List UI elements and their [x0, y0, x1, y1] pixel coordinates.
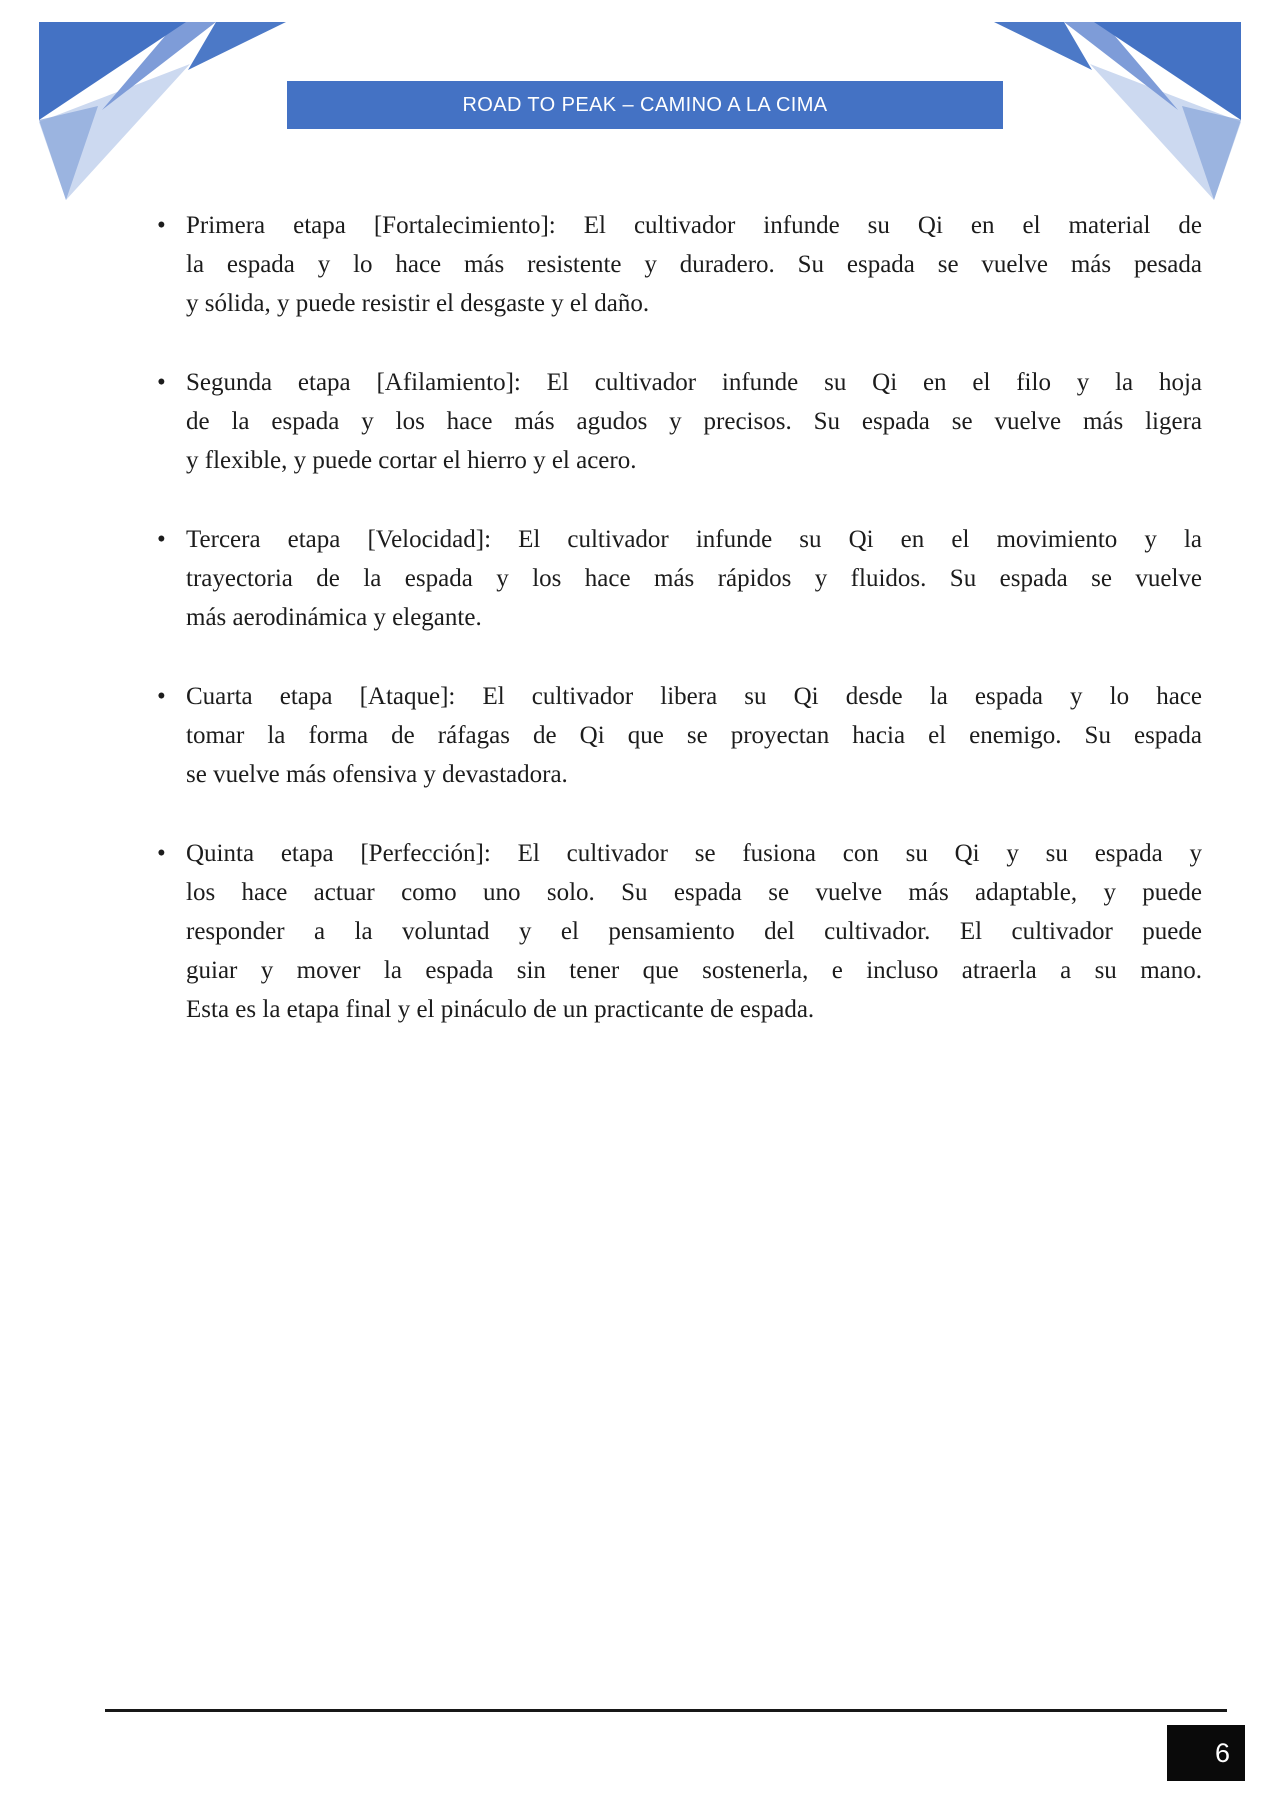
text-line: se vuelve más ofensiva y devastadora.	[186, 761, 568, 788]
footer-divider	[105, 1709, 1227, 1712]
corner-triangles-right-icon	[992, 14, 1242, 200]
corner-triangles-left-icon	[38, 14, 288, 200]
text-line: trayectoria de la espada y los hace más rápidos y fluidos. Su espada se vuelve	[186, 565, 1202, 592]
text-line: Esta es la etapa final y el pináculo de un practicante de espada.	[186, 996, 815, 1023]
header-banner	[287, 81, 1003, 129]
text-line: • Segunda etapa [Afilamiento]: El cultivador infunde su Qi en el filo y la hoja	[186, 369, 1202, 396]
text-line: y sólida, y puede resistir el desgaste y el daño.	[186, 290, 650, 317]
text-line: más aerodinámica y elegante.	[186, 604, 482, 631]
list-item-quinta-etapa	[186, 834, 1202, 1029]
page-number-box	[1167, 1725, 1245, 1781]
list-item-segunda-etapa	[186, 363, 1202, 480]
text-line: • Tercera etapa [Velocidad]: El cultivador infunde su Qi en el movimiento y la	[186, 526, 1202, 553]
text-line: guiar y mover la espada sin tener que sostenerla, e incluso atraerla a su mano.	[186, 957, 1202, 984]
text-line: tomar la forma de ráfagas de Qi que se proyectan hacia el enemigo. Su espada	[186, 722, 1202, 749]
text-line: la espada y lo hace más resistente y duradero. Su espada se vuelve más pesada	[186, 251, 1202, 278]
text-line: • Cuarta etapa [Ataque]: El cultivador libera su Qi desde la espada y lo hace	[186, 683, 1202, 710]
list-item-primera-etapa	[186, 206, 1202, 323]
text-line: responder a la voluntad y el pensamiento del cultivador. El cultivador puede	[186, 918, 1202, 945]
page-number: 6	[1214, 1737, 1230, 1768]
list-item-cuarta-etapa	[186, 677, 1202, 794]
list-item-tercera-etapa	[186, 520, 1202, 637]
text-line: los hace actuar como uno solo. Su espada se vuelve más adaptable, y puede	[186, 879, 1202, 906]
text-line: de la espada y los hace más agudos y precisos. Su espada se vuelve más ligera	[186, 408, 1202, 435]
bullet-list	[186, 206, 1202, 1069]
text-line: • Quinta etapa [Perfección]: El cultivador se fusiona con su Qi y su espada y	[186, 840, 1202, 867]
header-banner-title: ROAD TO PEAK – CAMINO A LA CIMA	[462, 93, 828, 116]
text-line: • Primera etapa [Fortalecimiento]: El cultivador infunde su Qi en el material de	[186, 212, 1202, 239]
text-line: y flexible, y puede cortar el hierro y el acero.	[186, 447, 637, 474]
